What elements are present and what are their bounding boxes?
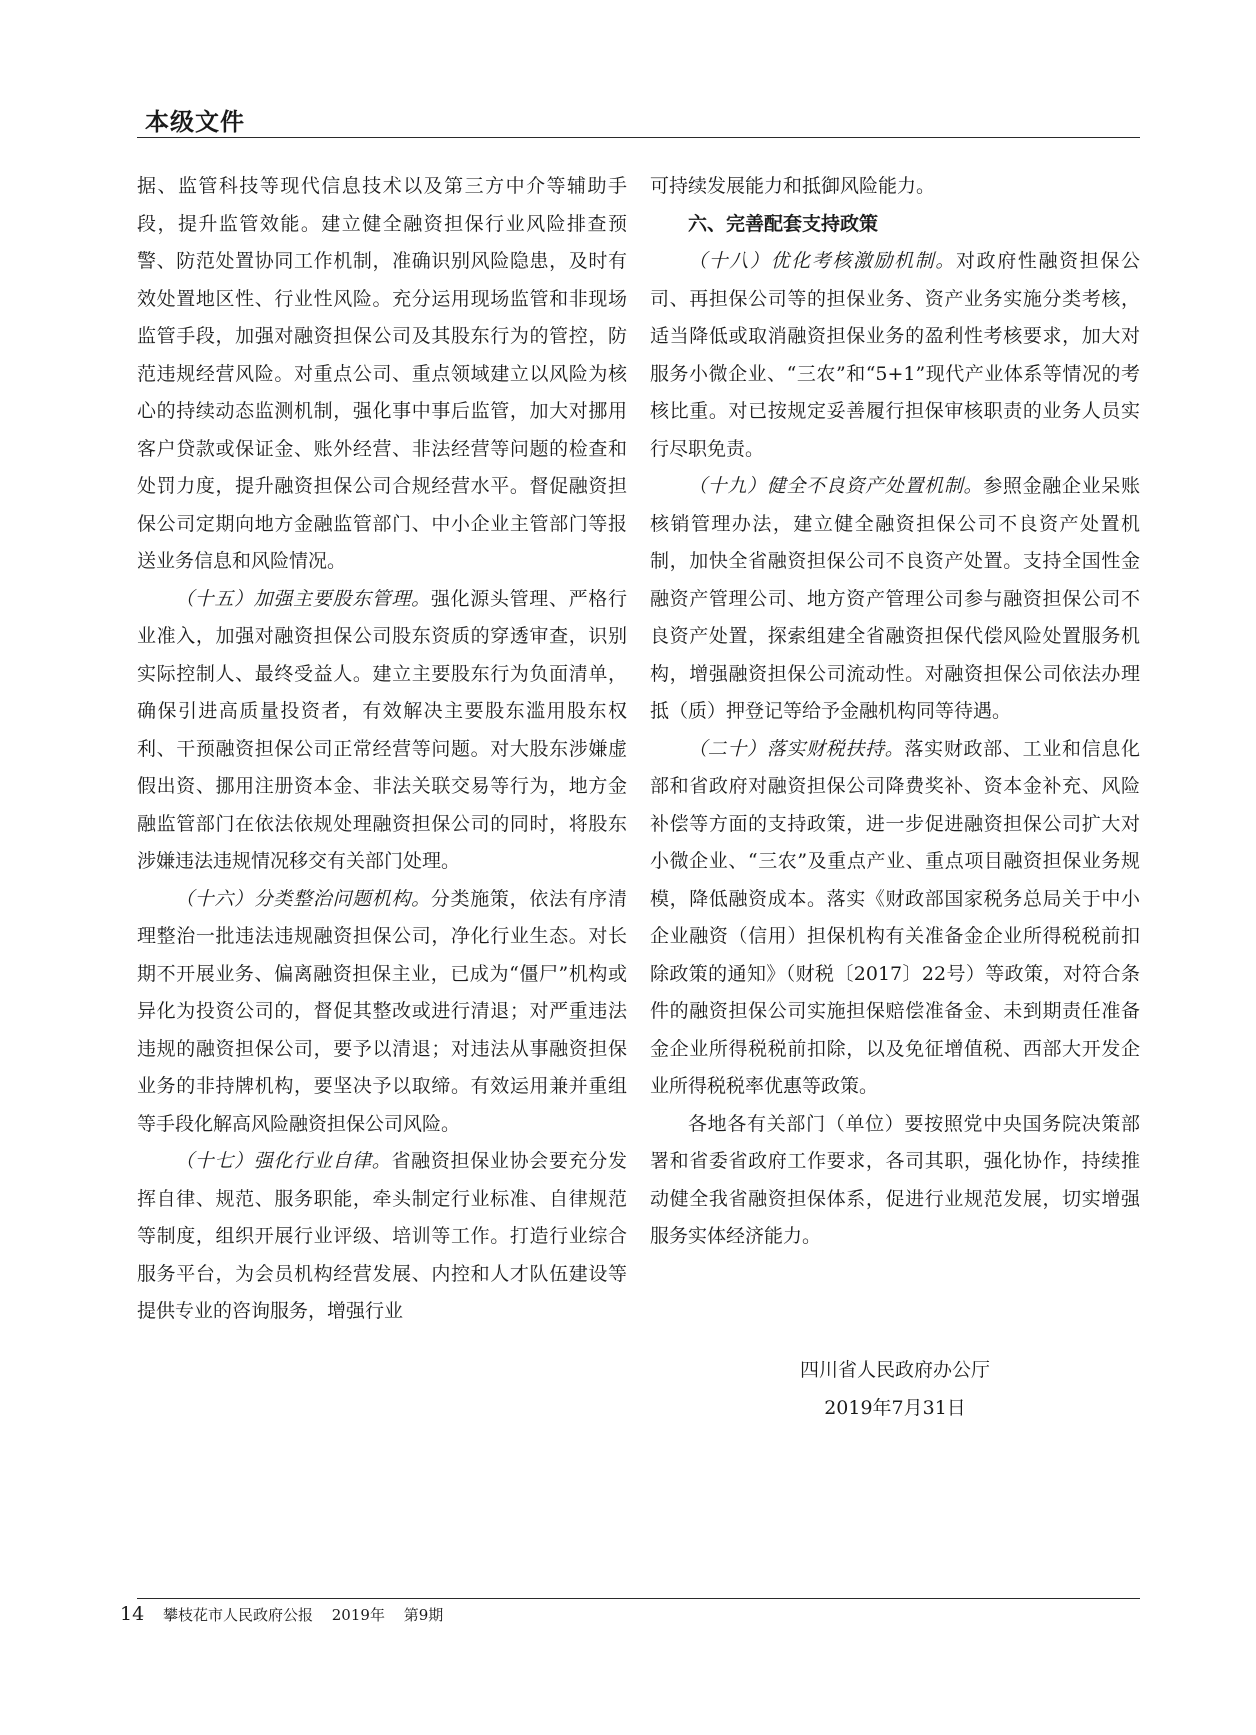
publication-name: 攀枝花市人民政府公报 — [162, 1606, 313, 1624]
item-15-title: （十五）加强主要股东管理。 — [175, 587, 431, 610]
left-column — [137, 168, 627, 1331]
right-column — [650, 168, 1140, 1256]
paragraph-continued: 据、监管科技等现代信息技术以及第三方中介等辅助手段，提升监管效能。建立健全融资担保行业风险排查预警、防范处置协同工作机制，准确识别风险隐患，及时有效处置地区性、行业性风险。充分运用现场监管和非现场监管手段，加强对融资担保公司及其股东行为的管控，防范违规经营风险。对重点公司、重点领域建立以风险为核心的持续动态监测机制，强化事中事后监管，加大对挪用客户贷款或保证金、账外经营、非法经营等问题的检查和处罚力度，提升融资担保公司合规经营水平。督促融资担保公司定期向地方金融监管部门、中小企业主管部门等报送业务信息和风险情况。 — [137, 175, 627, 572]
footer-divider — [137, 1598, 1140, 1599]
item-18-title: （十八）优化考核激励机制。 — [688, 250, 957, 272]
signature-organization: 四川省人民政府办公厅 — [799, 1359, 990, 1381]
item-20-body: 落实财政部、工业和信息化部和省政府对融资担保公司降费奖补、资本金补充、风险补偿等方面的支持政策，进一步促进融资担保公司扩大对小微企业、“三农”及重点产业、重点项目融资担保业务规模，降低融资成本。落实《财政部国家税务总局关于中小企业融资（信用）担保机构有关准备金企业所得税税前扣除政策的通知》（财税〔2017〕22号）等政策，对符合条件的融资担保公司实施担保赔偿准备金、未到期责任准备金企业所得税税前扣除，以及免征增值税、西部大开发企业所得税税率优惠等政策。 — [650, 737, 1140, 1097]
item-16-body: 分类施策，依法有序清理整治一批违法违规融资担保公司，净化行业生态。对长期不开展业务、偏离融资担保主业，已成为“僵尸”机构或异化为投资公司的，督促其整改或进行清退；对严重违法违规的融资担保公司，要予以清退；对违法从事融资担保业务的非持牌机构，要坚决予以取缔。有效运用兼并重组等手段化解高风险融资担保公司风险。 — [137, 887, 627, 1135]
item-18-body: 对政府性融资担保公司、再担保公司等的担保业务、资产业务实施分类考核，适当降低或取消融资担保业务的盈利性考核要求，加大对服务小微企业、“三农”和“5+1”现代产业体系等情况的考核比重。对已按规定妥善履行担保审核职责的业务人员实行尽职免责。 — [650, 250, 1140, 460]
item-17-body: 省融资担保业协会要充分发挥自律、规范、服务职能，牵头制定行业标准、自律规范等制度，组织开展行业评级、培训等工作。打造行业综合服务平台，为会员机构经营发展、内控和人才队伍建设等提供专业的咨询服务，增强行业 — [137, 1150, 627, 1322]
paragraph-item-20 — [650, 731, 1140, 1106]
item-19-title: （十九）健全不良资产处置机制。 — [688, 475, 984, 497]
page-footer — [120, 1603, 457, 1625]
paragraph-continued-right: 可持续发展能力和抵御风险能力。 — [650, 175, 936, 197]
paragraph-closing: 各地各有关部门（单位）要按照党中央国务院决策部署和省委省政府工作要求，各司其职，强化协作，持续推动健全我省融资担保体系，促进行业规范发展，切实增强服务实体经济能力。 — [650, 1112, 1140, 1247]
paragraph-item-19 — [650, 468, 1140, 731]
page-number: 14 — [120, 1603, 145, 1625]
header-divider — [137, 137, 1140, 138]
item-19-body: 参照金融企业呆账核销管理办法，建立健全融资担保公司不良资产处置机制，加快全省融资担保公司不良资产处置。支持全国性金融资产管理公司、地方资产管理公司参与融资担保公司不良资产处置，探索组建全省融资担保代偿风险处置服务机构，增强融资担保公司流动性。对融资担保公司依法办理抵（质）押登记等给予金融机构同等待遇。 — [650, 475, 1140, 722]
publication-year: 2019年 — [331, 1606, 385, 1624]
item-17-title: （十七）强化行业自律。 — [175, 1150, 392, 1172]
section-header-title: 本级文件 — [145, 108, 245, 136]
paragraph-item-15 — [137, 581, 627, 881]
item-16-title: （十六）分类整治问题机构。 — [175, 887, 431, 910]
publication-issue: 第9期 — [403, 1606, 444, 1624]
section-heading-6: 六、完善配套支持政策 — [688, 212, 879, 235]
item-15-body: 强化源头管理、严格行业准入，加强对融资担保公司股东资质的穿透审查，识别实际控制人、最终受益人。建立主要股东行为负面清单，确保引进高质量投资者，有效解决主要股东滥用股东权利、干预融资担保公司正常经营等问题。对大股东涉嫌虚假出资、挪用注册资本金、非法关联交易等行为，地方金融监管部门在依法依规处理融资担保公司的同时，将股东涉嫌违法违规情况移交有关部门处理。 — [137, 587, 627, 872]
paragraph-item-16 — [137, 881, 627, 1144]
paragraph-item-17 — [137, 1143, 627, 1331]
item-20-title: （二十）落实财税扶持。 — [688, 737, 905, 760]
signature-date: 2019年7月31日 — [824, 1397, 966, 1419]
paragraph-item-18 — [650, 243, 1140, 468]
